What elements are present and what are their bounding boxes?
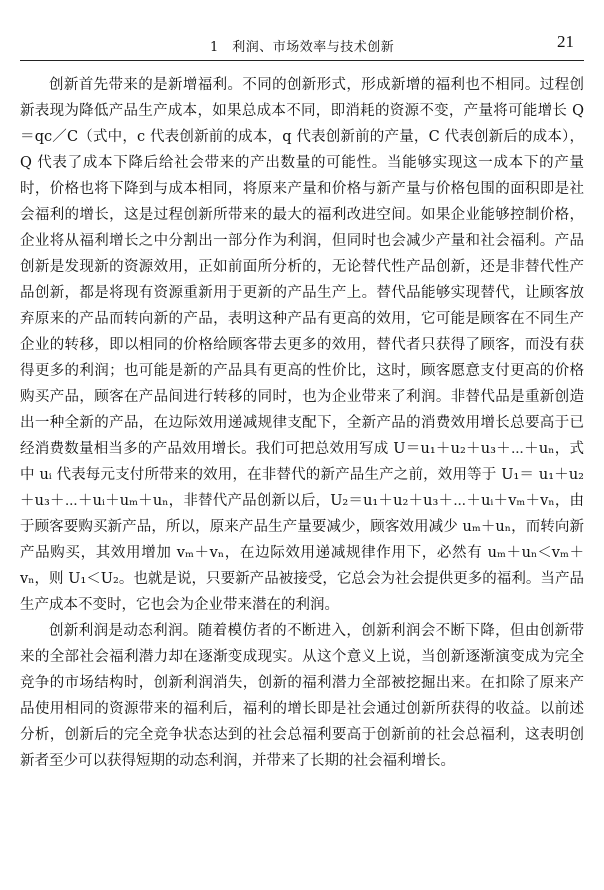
paragraph: 创新利润是动态利润。随着模仿者的不断进入，创新利润会不断下降，但由创新带来的全部社会福利潜力却在逐渐变成现实。从这个意义上说，当创新逐渐演变成为完全竞争的市场结构时，创新利润消失，创新的福利潜力全部被挖掘出来。在扣除了原来产品使用相同的资源带来的福利后，福利的增长即是社会通过创新所获得的收益。以前述分析，创新后的完全竞争状态达到的社会总福利要高于创新前的社会总福利，这表明创新者至少可以获得短期的动态利润，并带来了长期的社会福利增长。 [20, 623, 584, 769]
header-rule [20, 60, 584, 61]
paragraph: 创新首先带来的是新增福利。不同的创新形式，形成新增的福利也不相同。过程创新表现为降低产品生产成本，如果总成本不同，即消耗的资源不变，产量将可能增长 Q＝qc／C（式中，c 代表创新前的成本，q 代表创新前的产量，C 代表创新后的成本），Q 代表了成本下降后给社会带来的产出数量的可能性。当能够实现这一成本下的产量时，价格也将下降到与成本相同，将原来产量和价格与新产量与价格包围的面积即是社会福利的增长，这是过程创新所带来的最大的福利改进空间。如果企业能够控制价格，企业将从福利增长之中分割出一部分作为利润，但同时也会减少产量和社会福利。产品创新是发现新的资源效用，正如前面所分析的，无论替代性产品创新，还是非替代性产品创新，都是将现有资源重新用于更新的产品生产上。替代品能够实现替代，让顾客放弃原来的产品而转向新的产品，表明这种产品有更高的效用，它可能是顾客在不同生产企业的转移，即以相同的价格给顾客带去更多的效用，替代者只获得了顾客，而没有获得更多的利润；也可能是新的产品具有更高的性价比，这时，顾客愿意支付更高的价格购买产品，顾客在产品间进行转移的同时，也为企业带来了利润。非替代品是重新创造出一种全新的产品，在边际效用递减规律支配下，全新产品的消费效用增长总要高于已经消费数量相当多的产品效用增长。我们可把总效用写成 U＝u₁＋u₂＋u₃＋⋯＋uₙ，式中 uᵢ 代表每元支付所带来的效用，在非替代的新产品生产之前，效用等于 U₁＝ u₁＋u₂＋u₃＋⋯＋uᵢ＋uₘ＋uₙ，非替代产品创新以后，U₂＝u₁＋u₂＋u₃＋⋯＋uᵢ＋vₘ＋vₙ，由于顾客要购买新产品，所以，原来产品生产量要减少，顾客效用减少 uₘ＋uₙ，而转向新产品购买，其效用增加 vₘ＋vₙ，在边际效用递减规律作用下，必然有 uₘ＋uₙ＜vₘ＋vₙ，则 U₁＜U₂。也就是说，只要新产品被接受，它总会为社会提供更多的福利。当产品生产成本不变时，它也会为企业带来潜在的利润。 [20, 77, 584, 613]
body-text [20, 72, 584, 774]
chapter-title: 1 利润、市场效率与技术创新 [210, 40, 395, 55]
running-header [20, 32, 584, 56]
page-number: 21 [557, 32, 574, 51]
